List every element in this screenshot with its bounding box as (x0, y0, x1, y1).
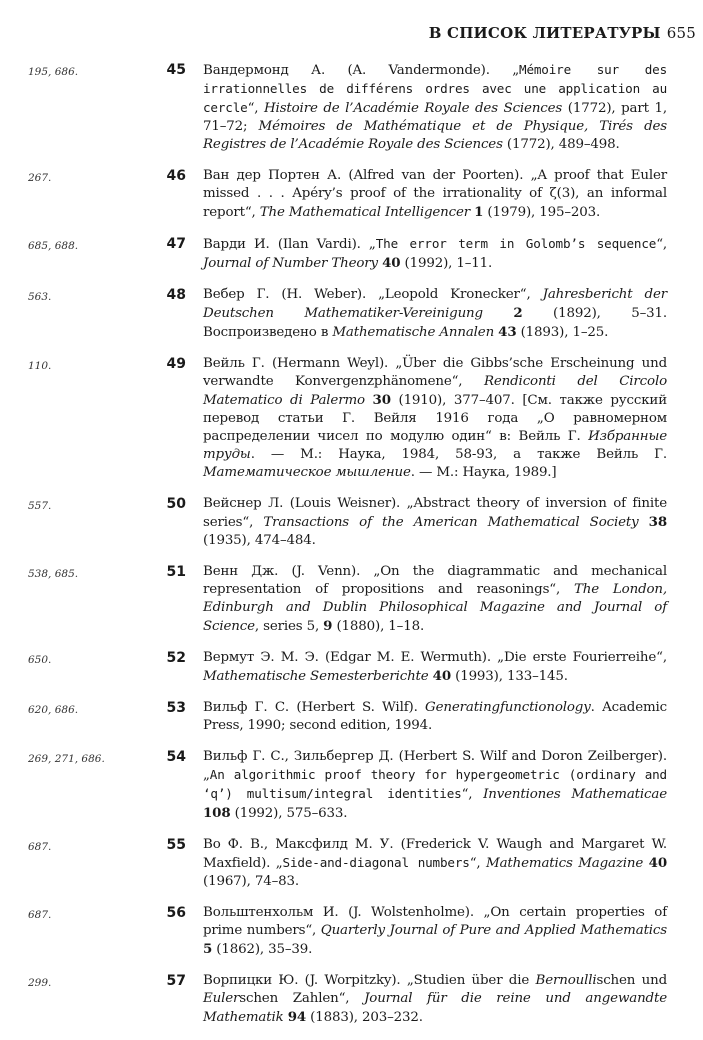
reference-segment: 30 (372, 392, 391, 408)
reference-text (203, 495, 667, 550)
author-name: Вебер Г. (203, 287, 270, 302)
reference-segment: (1992), 1–11. (400, 256, 493, 271)
reference-segment: (1979), 195–203. (483, 205, 601, 220)
author-name: Во Ф. В., Максфилд М. У. (203, 837, 394, 852)
reference-entry (0, 699, 703, 735)
reference-segment: “, (469, 856, 487, 871)
author-name: Варди И. (203, 237, 270, 252)
reference-segment: (H. Weber). „Leopold Kronecker“, (269, 287, 543, 302)
reference-text (203, 699, 667, 735)
reference-segment: (1967), 74–83. (203, 874, 299, 889)
reference-segment: Journal für die reine und angewandte Mathematik (203, 991, 667, 1025)
reference-segment: (Herbert S. Wilf and Doron Zeilberger). „ (203, 749, 667, 783)
reference-list (0, 61, 703, 1040)
reference-segment: “, (656, 237, 668, 252)
reference-number: 51 (166, 564, 186, 580)
reference-segment: (1772), part 1, 71–72; (203, 101, 667, 134)
reference-entry (0, 167, 703, 222)
cited-pages: 538, 685. (28, 568, 79, 580)
reference-text (203, 563, 667, 636)
cited-pages: 110. (28, 360, 52, 372)
reference-text (203, 836, 667, 891)
reference-segment: Journal of Number Theory (203, 256, 378, 271)
reference-segment: Mathematics Magazine (486, 856, 644, 871)
reference-segment: The Mathematical Intelligencer (259, 205, 471, 220)
page-header (0, 24, 696, 42)
reference-segment: 94 (287, 1009, 307, 1025)
reference-segment: (J. Venn). „On the diagrammatic and mechanical representation of propositions and reasonings“, (203, 564, 667, 597)
reference-entry (0, 235, 703, 273)
cited-pages: 620, 686. (28, 704, 79, 716)
reference-segment: (1993), 133–145. (451, 669, 568, 684)
reference-segment: (Herbert S. Wilf). (289, 700, 426, 715)
reference-segment: “, (247, 101, 265, 116)
reference-segment: 40 (432, 668, 452, 684)
reference-segment: (1992), 575–633. (230, 806, 348, 821)
reference-segment: 40 (648, 855, 667, 871)
reference-segment: . Academic Press, 1990; second edition, 1994. (203, 700, 667, 733)
cited-pages: 269, 271, 686. (28, 753, 105, 765)
reference-number: 45 (166, 62, 186, 78)
cited-pages: 650. (28, 654, 52, 666)
reference-segment: (1910), 377–407. [См. также русский перевод статьи Г. Вейля 1916 года „О равномерном распределении чисел по модулю один“ в: Вейль Г. (203, 393, 667, 444)
author-name: Ван дер Портен А. (203, 168, 342, 183)
author-name: Вермут Э. М. Э. (203, 650, 319, 665)
reference-segment: (Ilan Vardi). „ (269, 237, 376, 252)
cited-pages: 687. (28, 909, 52, 921)
reference-segment: 1 (474, 204, 484, 220)
reference-number: 54 (166, 749, 186, 765)
reference-segment: (J. Worpitzky). „Studien über die (298, 973, 536, 988)
reference-segment: (Alfred van der Poorten). „A proof that Euler missed . . . Apéry’s proof of the irrationality of ζ(3), an informal report“, (203, 168, 667, 220)
reference-number: 56 (166, 905, 186, 921)
reference-segment: . — М.: Наука, 1989.] (410, 465, 557, 480)
reference-segment: Inventiones Mathematicae (483, 787, 667, 802)
reference-text (203, 167, 667, 222)
reference-segment: 43 (498, 324, 517, 340)
reference-segment: Mathematische Semesterberichte (203, 669, 429, 684)
reference-segment: Jahresbericht der Deutschen Mathematiker-Vereinigung (203, 287, 667, 321)
reference-segment: Избранные труды (203, 429, 667, 462)
reference-segment: (1883), 203–232. (306, 1010, 423, 1025)
reference-segment (365, 393, 373, 408)
reference-segment: The error term in Golomb’s sequence (375, 236, 657, 251)
reference-segment: (1892), 5–31. Воспроизведено в (203, 306, 667, 340)
reference-segment: (A. Vandermonde). „ (325, 63, 520, 78)
reference-segment: (Frederick V. Waugh and Margaret W. Maxfield). „ (203, 837, 667, 871)
reference-segment: (1893), 1–25. (516, 325, 609, 340)
reference-segment: schen und (596, 973, 668, 988)
reference-entry (0, 286, 703, 342)
reference-entry (0, 748, 703, 823)
reference-segment: Mémoires de Mathématique et de Physique, Tirés des Registres de l’Académie Royale des Sciences (203, 119, 667, 152)
reference-segment: (1772), 489–498. (502, 137, 620, 152)
reference-segment: Histoire de l’Académie Royale des Sciences (264, 101, 563, 116)
reference-segment: . — М.: Наука, 1984, 58-93, а также Вейль Г. (250, 447, 667, 462)
reference-entry (0, 61, 703, 154)
reference-text (203, 355, 667, 482)
reference-segment: (Louis Weisner). „Abstract theory of inversion of finite series“, (203, 496, 667, 530)
reference-segment: Generatingfunctionology (425, 700, 591, 715)
reference-segment (639, 515, 649, 530)
author-name: Вейснер Л. (203, 496, 284, 511)
reference-segment: (Hermann Weyl). „Über die Gibbs’sche Erscheinung und verwandte Konvergenzphänomene“, (203, 356, 668, 389)
reference-text (203, 748, 667, 823)
reference-number: 53 (166, 700, 186, 716)
reference-segment: Математическое мышление (203, 465, 411, 480)
reference-text (203, 235, 667, 273)
cited-pages: 299. (28, 977, 52, 989)
reference-entry (0, 904, 703, 959)
reference-segment: 38 (648, 514, 667, 530)
reference-number: 47 (166, 236, 186, 252)
reference-segment: Mathematische Annalen (332, 325, 495, 340)
reference-text (203, 649, 667, 686)
reference-number: 46 (166, 168, 186, 184)
reference-number: 48 (166, 287, 186, 303)
reference-segment: (1935), 474–484. (203, 533, 316, 548)
reference-segment: 2 (513, 305, 523, 321)
reference-segment: Mémoire sur des irrationnelles de différens ordres avec une application au cercle (203, 62, 667, 115)
reference-entry (0, 649, 703, 686)
reference-segment: Quarterly Journal of Pure and Applied Mathematics (320, 923, 667, 938)
reference-segment: An algorithmic proof theory for hypergeometric (ordinary and ‘q’) multisum/integral identities (203, 767, 667, 801)
cited-pages: 563. (28, 291, 52, 303)
reference-entry (0, 495, 703, 550)
reference-number: 50 (166, 496, 186, 512)
reference-segment: 40 (382, 255, 401, 271)
reference-entry (0, 836, 703, 891)
author-name: Вейль Г. (203, 356, 265, 371)
reference-segment: Bernoulli (535, 973, 597, 988)
cited-pages: 685, 688. (28, 240, 79, 252)
cited-pages: 557. (28, 500, 52, 512)
running-title: В СПИСОК ЛИТЕРАТУРЫ (428, 24, 661, 42)
reference-segment: (J. Wolstenholme). „On certain properties of prime numbers“, (203, 905, 668, 938)
reference-segment: (1880), 1–18. (332, 619, 425, 634)
reference-segment: schen Zahlen“, (239, 991, 365, 1006)
author-name: Вандермонд А. (203, 63, 326, 78)
author-name: Вильф Г. С., Зильбергер Д. (203, 749, 394, 764)
reference-segment: “, (461, 787, 484, 802)
reference-number: 52 (166, 650, 186, 666)
reference-segment: Euler (203, 991, 240, 1006)
reference-segment: 9 (323, 618, 333, 634)
cited-pages: 687. (28, 841, 52, 853)
reference-text (203, 61, 667, 154)
reference-segment (483, 306, 513, 321)
author-name: Вольштенхольм И. (203, 905, 339, 920)
reference-segment: Rendiconti del Circolo Matematico di Palermo (203, 374, 667, 408)
reference-entry (0, 563, 703, 636)
author-name: Вильф Г. С. (203, 700, 290, 715)
reference-segment: Transactions of the American Mathematical Society (263, 515, 639, 530)
reference-segment: The London, Edinburgh and Dublin Philosophical Magazine and Journal of Science (203, 582, 667, 634)
cited-pages: 267. (28, 172, 52, 184)
reference-number: 55 (166, 837, 186, 853)
cited-pages: 195, 686. (28, 66, 79, 78)
reference-segment: 5 (203, 941, 213, 957)
reference-text (203, 286, 667, 342)
reference-number: 57 (166, 973, 186, 989)
reference-entry (0, 355, 703, 482)
reference-segment: Side-and-diagonal numbers (282, 855, 470, 870)
reference-segment: , series 5, (254, 619, 324, 634)
reference-segment: (Edgar M. E. Wermuth). „Die erste Fourierreihe“, (318, 650, 667, 665)
author-name: Ворпицки Ю. (203, 973, 299, 988)
reference-segment: (1862), 35–39. (212, 942, 313, 957)
reference-segment: 108 (203, 805, 231, 821)
author-name: Венн Дж. (203, 564, 279, 579)
reference-text (203, 904, 667, 959)
page-number: 655 (666, 24, 696, 42)
reference-number: 49 (166, 356, 186, 372)
